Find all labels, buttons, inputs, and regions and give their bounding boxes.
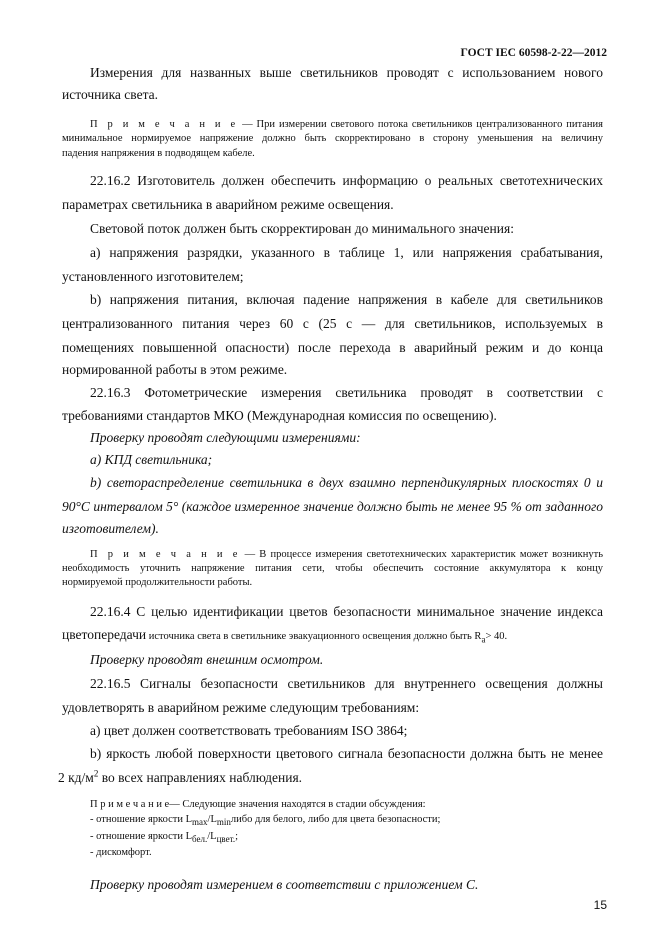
note-line: падения напряжения в подводящем кабеле. xyxy=(62,148,255,159)
check-line: Проверку проводят внешним осмотром. xyxy=(90,652,324,667)
list-item: а) цвет должен соответствовать требованиям ISO 3864; xyxy=(90,723,408,738)
note-line: минимальное нормируемое напряжение должно быть скорректировано в сторону уменьшения на величину xyxy=(62,133,603,144)
section-22-16-5: 22.16.5 Сигналы безопасности светильников для внутреннего освещения должны xyxy=(90,676,603,691)
list-item: а) КПД светильника; xyxy=(90,452,213,467)
list-item: b) напряжения питания, включая падение напряжения в кабеле для светильников xyxy=(90,292,603,307)
note-line: П р и м е ч а н и е — При измерении светового потока светильников централизованного питания xyxy=(90,119,603,130)
list-item: изготовителем). xyxy=(62,521,159,536)
note-line: - отношение яркости $L_{бел.}/L_{цвет.}$; xyxy=(90,831,239,845)
paragraph-line: источника света. xyxy=(62,87,159,102)
list-item: 2 $кд/м^2$ во всех направлениях наблюдения. xyxy=(58,768,303,785)
paragraph-line: цветопередачи источника света в светильнике эвакуационного освещения должно быть $R_a> 40$. xyxy=(62,627,508,645)
list-item: b) светораспределение светильника в двух взаимно перпендикулярных плоскостях 0 и xyxy=(90,475,603,490)
list-item: централизованного питания через 60 с (25 с — для светильников, используемых в xyxy=(62,316,603,331)
page-number: 15 xyxy=(593,898,607,912)
section-22-16-2: 22.16.2 Изготовитель должен обеспечить информацию о реальных светотехнических xyxy=(90,173,603,188)
paragraph-line: Измерения для названных выше светильников проводят с использованием нового xyxy=(90,65,603,80)
note-label: П р и м е ч а н и е xyxy=(90,549,241,560)
note-line: П р и м е ч а н и е — В процессе измерения светотехнических характеристик может возникнуть xyxy=(90,549,603,560)
note-line: необходимость уточнить напряжение питания сети, чтобы обеспечить состояние аккумулятора к концу xyxy=(62,563,603,574)
paragraph-line: Световой поток должен быть скорректирован до минимального значения: xyxy=(90,221,514,236)
note-line: нормируемой продолжительности работы. xyxy=(62,577,253,588)
paragraph-line: удовлетворять в аварийном режиме следующим требованиям: xyxy=(62,700,420,715)
check-line: Проверку проводят следующими измерениями: xyxy=(90,430,361,445)
note-line: - дискомфорт. xyxy=(90,847,152,858)
list-item: а) напряжения разрядки, указанного в таблице 1, или напряжения срабатывания, xyxy=(90,245,603,260)
standard-header: ГОСТ IEC 60598-2-22—2012 xyxy=(460,47,607,59)
paragraph-line: требованиями стандартов МКО (Международная комиссия по освещению). xyxy=(62,408,497,423)
note-line: П р и м е ч а н и е— Следующие значения находятся в стадии обсуждения: xyxy=(90,799,426,810)
list-item: b) яркость любой поверхности цветового сигнала безопасности должна быть не менее xyxy=(90,746,603,761)
note-label: П р и м е ч а н и е xyxy=(90,799,170,810)
list-item: 90°С интервалом 5° (каждое измеренное значение должно быть не менее 95 % от заданного xyxy=(62,499,603,514)
paragraph-line: параметрах светильника в аварийном режиме освещения. xyxy=(62,197,394,212)
list-item: помещениях повышенной опасности) после перехода в аварийный режим и до конца xyxy=(62,340,603,355)
section-22-16-4: 22.16.4 С целью идентификации цветов безопасности минимальное значение индекса xyxy=(90,604,603,619)
check-line: Проверку проводят измерением в соответствии с приложением С. xyxy=(90,877,479,892)
note-line: - отношение яркости $L_{max}/L_{min}либо$ для белого, либо для цвета безопасности; xyxy=(90,814,441,828)
note-label: П р и м е ч а н и е xyxy=(90,119,239,130)
list-item: установленного изготовителем; xyxy=(62,269,244,284)
section-22-16-3: 22.16.3 Фотометрические измерения светильника проводят в соответствии с xyxy=(90,385,603,400)
list-item: нормированной работы в этом режиме. xyxy=(62,362,288,377)
